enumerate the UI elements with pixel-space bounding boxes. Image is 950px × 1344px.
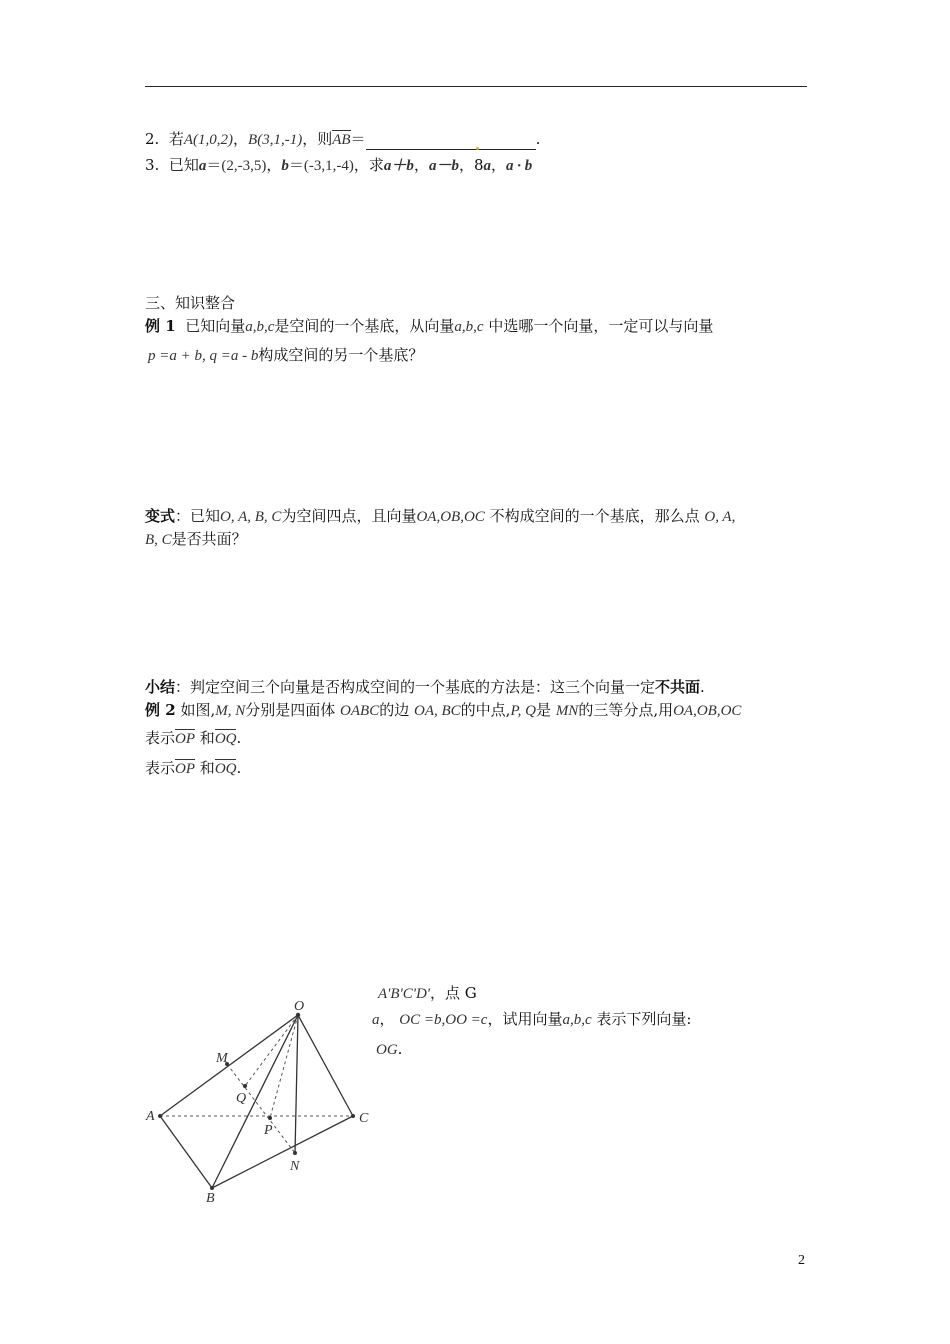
page-number: 2 — [798, 1253, 805, 1268]
variant-2-line-3: OG. — [376, 1040, 403, 1058]
point-b: B(3,1,-1) — [248, 132, 303, 148]
variant-1-line-2: B, C是否共面？ — [145, 530, 247, 548]
label-p: P — [264, 1123, 273, 1138]
label-m: M — [216, 1051, 228, 1066]
edge-bc — [212, 1116, 353, 1188]
label-b: B — [206, 1191, 215, 1203]
tetrahedron-figure — [140, 998, 380, 1203]
segment-oq-dashed — [245, 1015, 298, 1086]
answer-blank[interactable] — [366, 135, 536, 150]
edge-oa — [160, 1015, 298, 1116]
example-1: 例 1 已知向量a,b,c是空间的一个基底，从向量a,b,c 中选哪一个向量，一定可以与向量 — [145, 317, 714, 335]
label-n: N — [290, 1159, 300, 1174]
section-title: 三、知识整合 — [145, 294, 236, 312]
example-2: 例 2 如图,M, N分别是四面体 OABC的边 OA, BC的中点,P, Q是 MN的三等分点,用OA,OB,OC — [145, 701, 742, 719]
segment-mn-dashed — [227, 1064, 295, 1153]
segment-op-dashed — [270, 1015, 298, 1118]
label-c: C — [359, 1111, 369, 1126]
vector-ab: AB — [332, 132, 351, 148]
edge-ob — [212, 1015, 298, 1188]
edge-ab — [160, 1116, 212, 1188]
edge-on — [295, 1015, 298, 1153]
variant-2-line-2: a， OC =b,OO =c，试用向量a,b,c 表示下列向量: — [372, 1010, 692, 1028]
variant-1: 变式：已知O, A, B, C为空间四点，且向量OA,OB,OC 不构成空间的一个基底，那么点 O, A, — [145, 507, 736, 525]
label-q: Q — [236, 1091, 247, 1106]
example-2-line-2: 表示OP 和OQ. — [145, 729, 242, 747]
question-number: 3. — [145, 156, 160, 174]
header-rule — [145, 86, 807, 87]
label-a: A — [146, 1109, 155, 1124]
example-2-line-3: 表示OP 和OQ. — [145, 759, 242, 777]
question-2: 2. 若A(1,0,2)，B(3,1,-1)，则AB＝ . — [145, 130, 541, 148]
question-number: 2. — [145, 130, 160, 148]
point-a: A(1,0,2) — [183, 132, 234, 148]
label-o: O — [294, 999, 305, 1014]
question-3: 3. 已知a＝(2,-3,5)，b＝(-3,1,-4)，求a＋b，a－b，8a，a · b — [145, 156, 533, 174]
summary: 小结：判定空间三个向量是否构成空间的一个基底的方法是：这三个向量一定不共面. — [145, 678, 705, 696]
edge-oc — [298, 1015, 353, 1116]
example-1-line-2: p =a + b, q =a - b构成空间的另一个基底？ — [148, 346, 424, 364]
variant-2-line-1: A'B'C'D'，点 G — [378, 984, 477, 1002]
